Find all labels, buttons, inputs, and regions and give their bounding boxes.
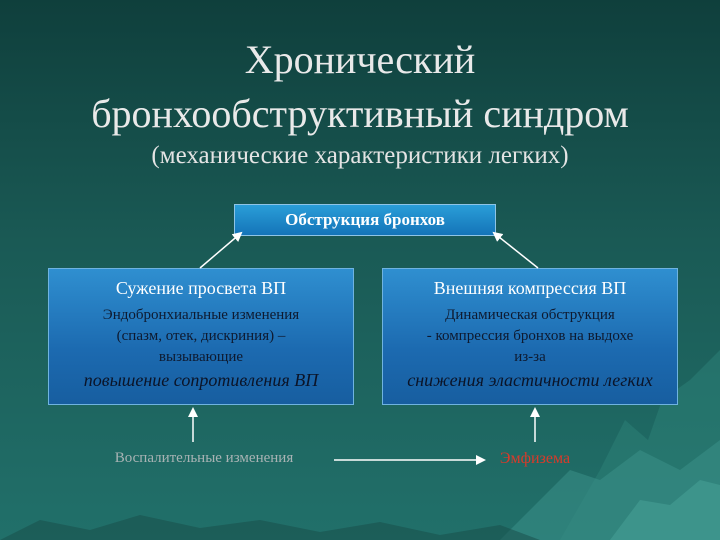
exhale-compression-text: - компрессия бронхов на выдохе bbox=[426, 328, 634, 344]
title-line-1: Хронический bbox=[244, 37, 476, 82]
resistance-increase-text: повышение сопротивления ВП bbox=[83, 370, 319, 390]
subtitle: (механические характеристики легких) bbox=[151, 142, 569, 169]
dynamic-obstruction-text: Динамическая обструкция bbox=[445, 307, 615, 323]
emphysema-label: Эмфизема bbox=[499, 450, 571, 467]
airway-narrowing-heading: Сужение просвета ВП bbox=[115, 278, 287, 298]
arrow-right-to-obstruction bbox=[494, 233, 538, 268]
endobronchial-changes-text: Эндобронхиальные изменения bbox=[102, 307, 300, 323]
because-of-text: из-за bbox=[514, 349, 546, 365]
causing-text: вызывающие bbox=[158, 349, 244, 365]
arrow-left-to-obstruction bbox=[200, 233, 241, 268]
bronchial-obstruction-label: Обструкция бронхов bbox=[285, 210, 445, 229]
title-line-2: бронхообструктивный синдром bbox=[91, 91, 629, 136]
external-compression-heading: Внешняя компрессия ВП bbox=[433, 278, 627, 298]
spasm-edema-text: (спазм, отек, дискриния) – bbox=[116, 328, 286, 344]
elasticity-reduction-text: снижения эластичности легких bbox=[407, 370, 653, 390]
inflammatory-changes-label: Воспалительные изменения bbox=[114, 450, 294, 466]
